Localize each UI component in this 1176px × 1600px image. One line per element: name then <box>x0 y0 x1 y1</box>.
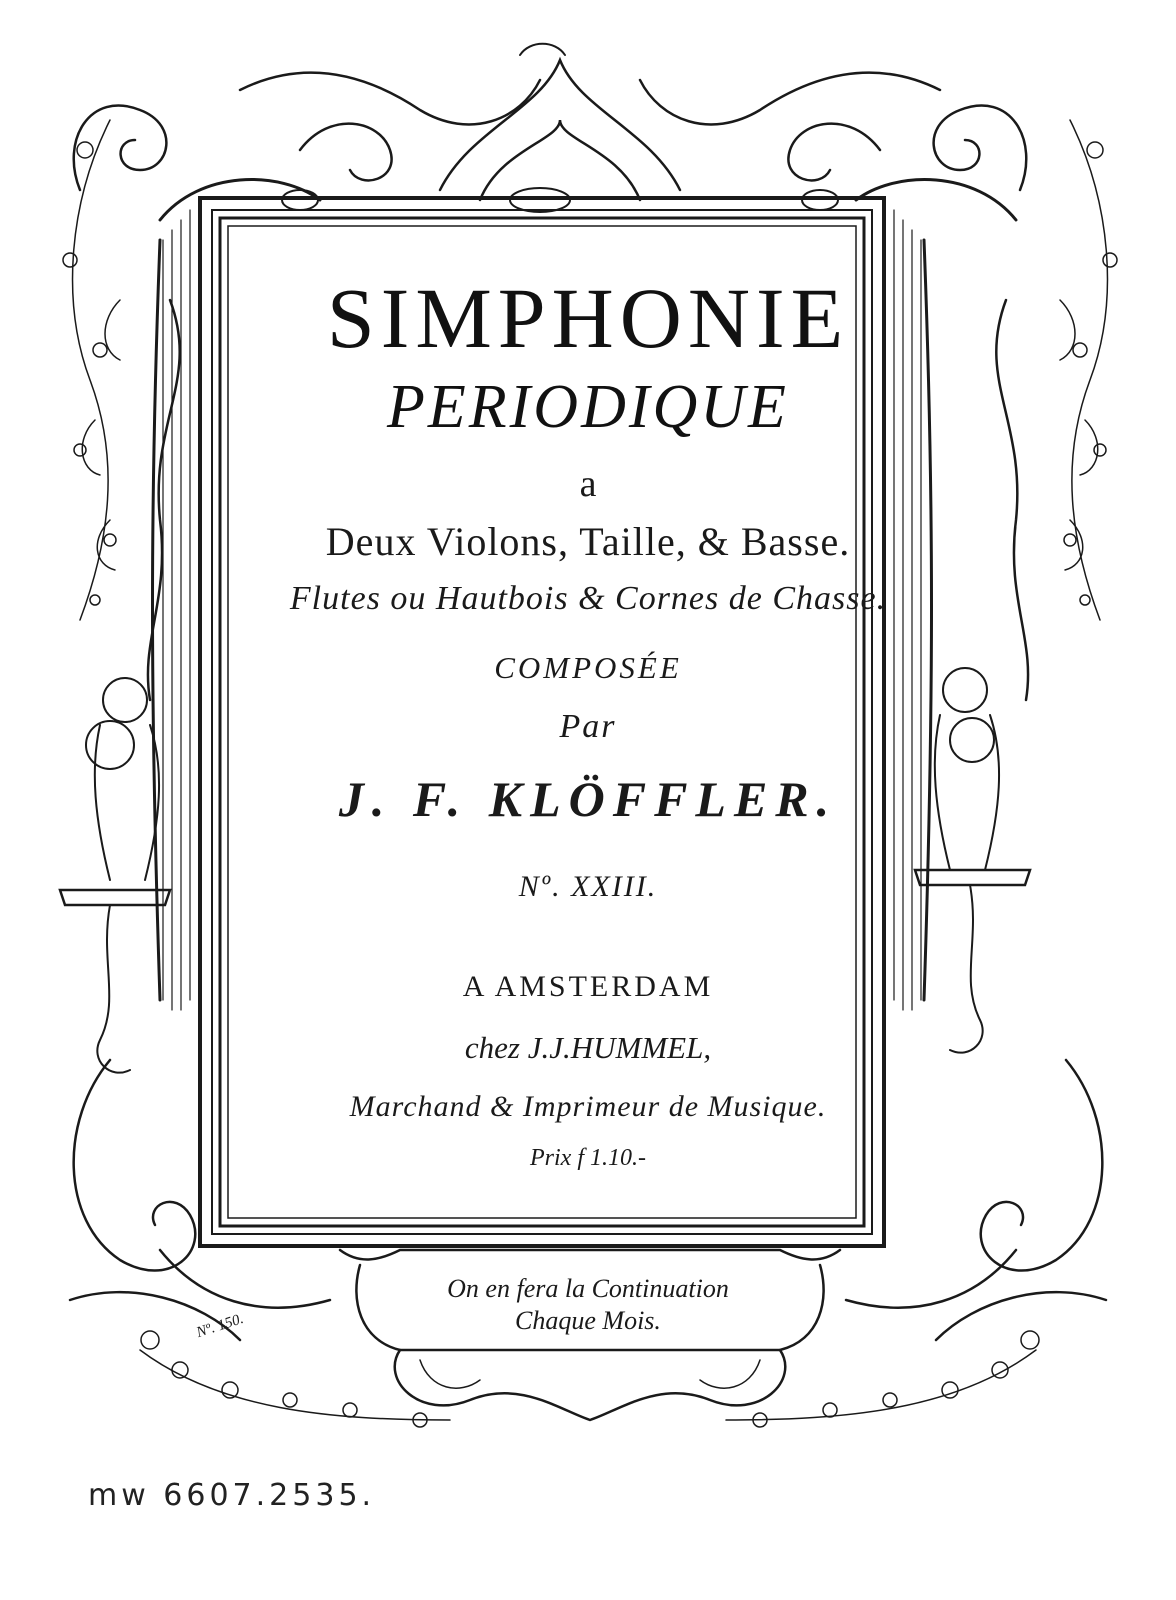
instrumentation-winds: Flutes ou Hautbois & Cornes de Chasse. <box>289 580 887 617</box>
title-simphonie: SIMPHONIE <box>326 270 850 366</box>
imprint-city: A AMSTERDAM <box>462 970 714 1003</box>
cartouche-line-2: Chaque Mois. <box>515 1306 661 1335</box>
title-periodique: PERIODIQUE <box>387 373 789 441</box>
plate-number: Nº. 150. <box>194 1310 246 1342</box>
imprint-trade: Marchand & Imprimeur de Musique. <box>349 1090 827 1123</box>
instrumentation-strings: Deux Violons, Taille, & Basse. <box>325 519 851 564</box>
composed-label: COMPOSÉE <box>494 650 682 685</box>
library-shelfmark: mw 6607.2535. <box>88 1478 376 1513</box>
imprint-publisher: chez J.J.HUMMEL, <box>464 1030 712 1065</box>
bottom-foliage <box>140 1331 1039 1427</box>
title-connector: a <box>579 463 597 505</box>
cartouche-line-1: On en fera la Continuation <box>447 1274 729 1303</box>
opus-number: Nº. XXIII. <box>518 870 658 903</box>
by-label: Par <box>559 708 617 745</box>
top-crest <box>74 44 1027 220</box>
composer-name: J. F. KLÖFFLER. <box>338 771 838 827</box>
imprint-price: Prix f 1.10.- <box>530 1145 646 1171</box>
